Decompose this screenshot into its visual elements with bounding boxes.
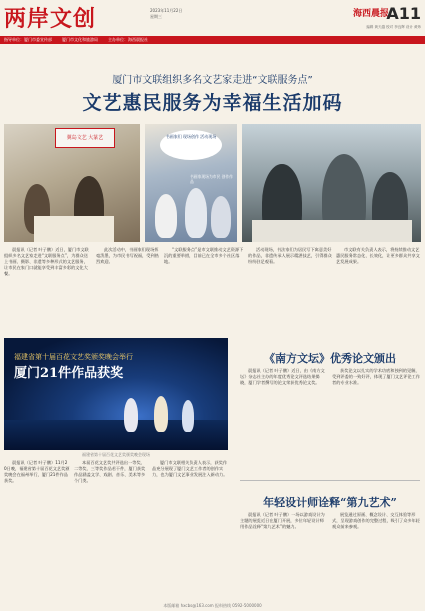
sponsor-item: 厦门市文化和旅游局	[62, 37, 98, 42]
weekday-text: 星期三	[150, 14, 162, 19]
divider	[240, 480, 420, 481]
editors-line: 编辑 黄天越 校对 李良辉 设计 黄炜	[366, 25, 421, 29]
event-photo-calligraphy	[242, 124, 421, 242]
date-text: 2023年11月22日	[150, 8, 183, 13]
sponsor-item: 指导单位：厦门市委宣传部	[4, 37, 52, 42]
section-title: 两岸文创	[4, 6, 97, 32]
article-column: 晨报讯（记者 叶子鹏）近日，由《南方文坛》杂志社主办的年度优秀论文评选结果揭晓，厦门学者撰写的论文荣获优秀论文奖。	[240, 368, 325, 385]
article-column: “文联服务点”是市文联推动文艺资源下沉的重要举措，目前已在全市多个社区落地。	[164, 247, 244, 264]
article-column: 市文联有关负责人表示，将持续推动文艺惠民服务常态化、长效化，让更多群众共享文艺发展成果。	[336, 247, 420, 264]
article-column: 展览通过原画、概念设计、交互体验等形式，呈现游戏创作的完整过程，吸引了众多年轻观众前来参观。	[332, 512, 420, 529]
article-column: 晨报讯（记者 叶子鹏）一场以游戏设计为主题的展览近日在厦门开展，多位年轻设计师用作品诠释“第九艺术”的魅力。	[240, 512, 325, 529]
article-headline: 《南方文坛》优秀论文颁出	[264, 352, 396, 365]
page-number: A11	[386, 4, 421, 23]
ceremony-subtitle: 福建省第十届百花文艺奖颁奖晚会举行	[14, 353, 133, 361]
event-stamp: 翼岛文艺 大篆艺	[55, 128, 115, 148]
article-column: 晨报讯（记者 叶子鹏）11月20日晚，福建省第十届百花文艺奖颁奖晚会在福州举行，厦门21件作品获奖。	[4, 460, 70, 483]
article-column: 获奖论文以扎实的学术功底和独到的见解，受到评委的一致好评，体现了厦门文艺评论工作者的专业水准。	[332, 368, 420, 385]
ceremony-title: 厦门21件作品获奖	[14, 366, 124, 381]
article-headline: 文艺惠民服务为幸福生活加码	[82, 92, 343, 114]
photo-caption: 福建省第十届百花文艺奖颁奖晚会现场	[82, 452, 150, 457]
article-column: 厦门市文联相关负责人表示，获奖作品充分展现了厦门文艺工作者的创作实力，也为厦门文艺事业发展注入新动力。	[152, 460, 228, 477]
date-line	[150, 8, 190, 20]
sponsor-bar	[0, 36, 425, 44]
article-column: 本届百花文艺奖共评选出一等奖、二等奖、三等奖作品若干件，厦门获奖作品涵盖文学、戏剧、音乐、美术等多个门类。	[74, 460, 146, 483]
article-headline: 年轻设计师诠释“第九艺术”	[263, 496, 397, 509]
article-column: 活动现场，书法家们为居民写下寓意美好的作品，非遗传承人展示精湛技艺，引得群众纷纷驻足观看。	[248, 247, 332, 264]
newspaper-logo: 海西晨报	[352, 9, 389, 19]
article-column: 晨报讯（记者 叶子鹏）近日，厦门市文联组织多名文艺家走进“文联服务点”，为群众送上书画、摄影、非遗等多种形式的文艺服务，让市民在家门口就能享受到丰富多彩的文化大餐。	[4, 247, 89, 276]
sponsor-item: 主办单位：海西晨报社	[108, 37, 148, 42]
photo-caption: 书画家现场为市民 创作作品	[190, 174, 233, 184]
photo-caption-bubble: 书画家们 现场创作 活动现场	[160, 130, 222, 160]
article-column: 此次活动中，书画家们现场挥毫泼墨，为市民书写祝福，受到热烈欢迎。	[96, 247, 159, 264]
article-kicker: 厦门市文联组织多名文艺家走进“文联服务点”	[112, 75, 313, 86]
page-footer: 本版邮箱 hxcbs@163.com 报料热线 0592-5000000	[163, 603, 262, 608]
